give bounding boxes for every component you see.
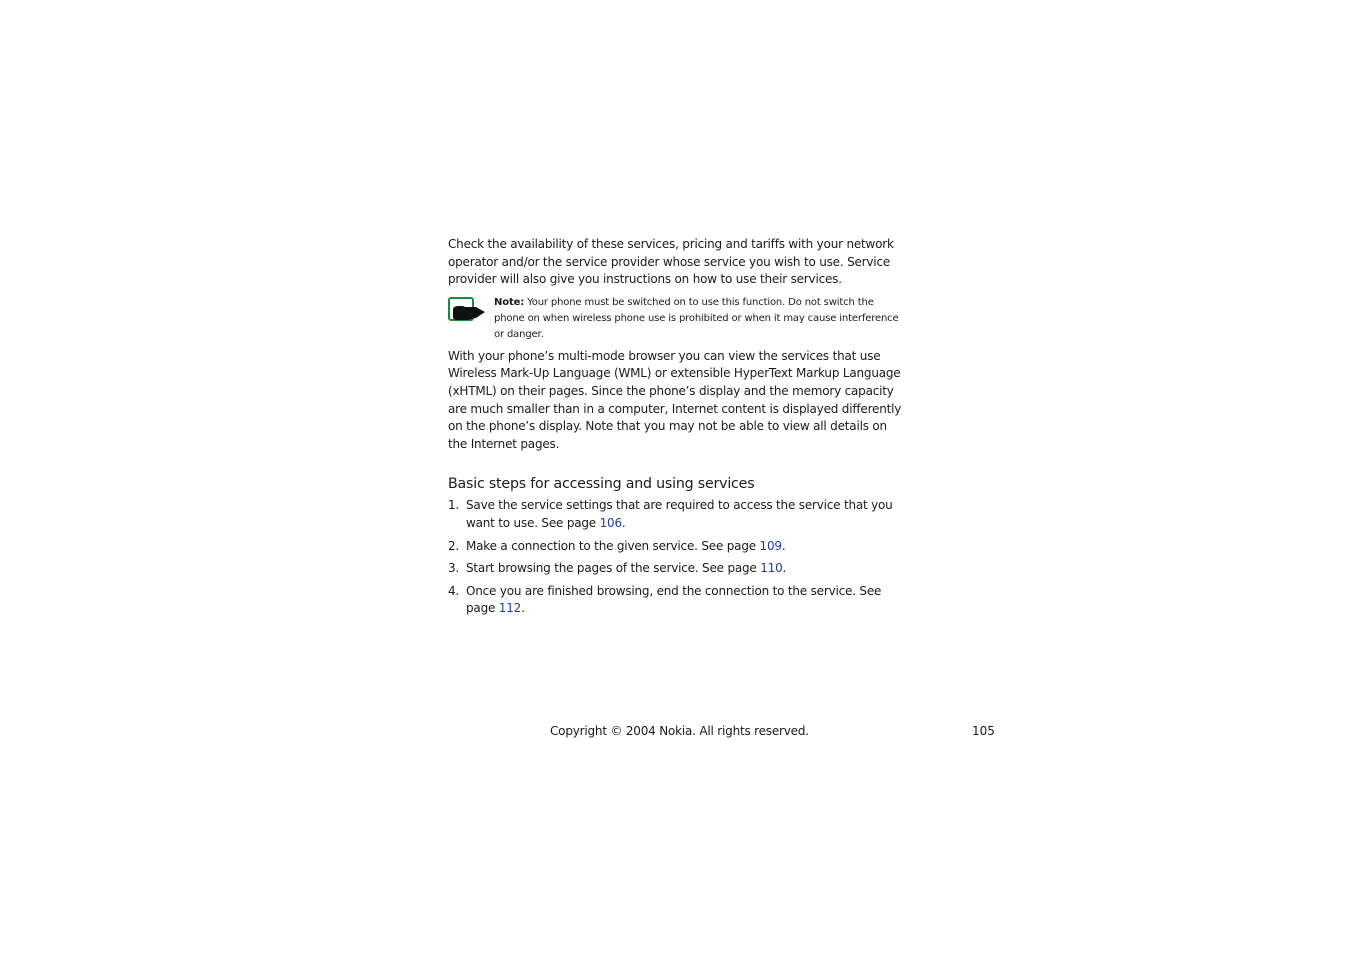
note-text [494,295,906,343]
note-label: Note: [494,296,525,308]
section-heading: Basic steps for accessing and using services [448,476,755,493]
step-number: 1. [448,498,460,513]
step-number: 3. [448,561,460,576]
page-number: 105 [972,724,995,738]
page-content [448,236,908,623]
step-text: Save the service settings that are required to access the service that you want to use. See page [466,498,893,530]
list-item: 1. Save the service settings that are required to access the service that you want to use. See page 106. [448,498,893,530]
step-number: 4. [448,583,460,598]
steps-list [448,497,908,618]
note-hand-icon [448,297,486,323]
page-link-110[interactable]: 110 [760,561,783,576]
step-number: 2. [448,538,460,553]
list-item: 4. Once you are finished browsing, end the connection to the service. See page 112. [448,583,882,616]
note-body: Your phone must be switched on to use this function. Do not switch the phone on when wireless phone use is prohibited or when it may cause interference or danger. [494,296,899,340]
step-text: Start browsing the pages of the service. See page [466,561,761,576]
note-box [448,295,908,343]
footer-copyright: Copyright © 2004 Nokia. All rights reserved. [550,724,809,738]
page-link-106[interactable]: 106 [599,515,622,530]
list-item: 3. Start browsing the pages of the service. See page 110. [448,560,908,578]
list-item: 2. Make a connection to the given service. See page 109. [448,538,908,556]
intro-paragraph: Check the availability of these services, pricing and tariffs with your network operator and/or the service provider whose service you wish to use. Service provider will also give you instructions on how to use their services. [448,237,894,287]
step-text: Make a connection to the given service. See page [466,538,760,553]
page-link-112[interactable]: 112 [498,601,522,616]
step-text: Once you are finished browsing, end the connection to the service. See page [466,583,882,616]
page-link-109[interactable]: 109 [759,538,782,553]
browser-paragraph: With your phone’s multi-mode browser you can view the services that use Wireless Mark-Up Language (WML) or extensible HyperText Markup Language (xHTML) on their pages. Since the phone’s display and the memory capacity are much smaller than in a computer, Internet content is displayed differently on the phone’s display. Note that you may not be able to view all details on the Internet pages. [448,348,902,451]
